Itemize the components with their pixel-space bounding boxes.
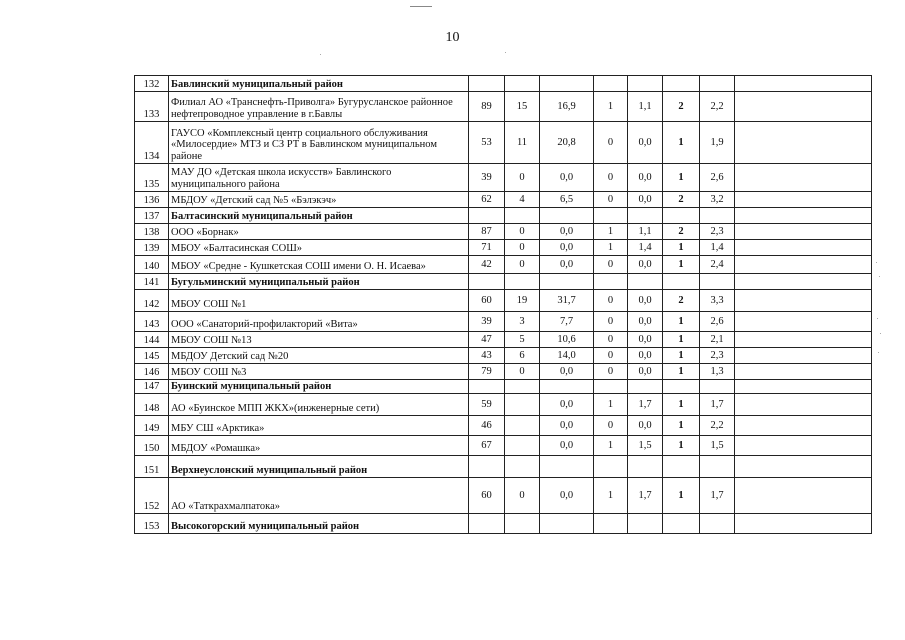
organization-name: АО «Таткрахмалпатока» <box>169 478 469 514</box>
value-cell-1: 71 <box>469 240 505 256</box>
value-cell-5: 1,7 <box>628 478 663 514</box>
value-cell-6 <box>663 380 700 394</box>
value-cell-6: 2 <box>663 224 700 240</box>
table-row <box>135 312 872 332</box>
value-cell-7: 3,3 <box>700 290 735 312</box>
district-row <box>135 514 872 534</box>
row-number: 134 <box>135 122 169 164</box>
value-cell-6: 1 <box>663 348 700 364</box>
value-cell-5: 1,7 <box>628 394 663 416</box>
row-number: 143 <box>135 312 169 332</box>
value-cell-1: 53 <box>469 122 505 164</box>
value-cell-3: 31,7 <box>540 290 594 312</box>
value-cell-5: 0,0 <box>628 312 663 332</box>
value-cell-6: 2 <box>663 92 700 122</box>
organization-name: МБДОУ «Ромашка» <box>169 436 469 456</box>
row-number: 153 <box>135 514 169 534</box>
scan-speck <box>879 276 880 277</box>
value-cell-8 <box>735 164 872 192</box>
value-cell-7: 1,5 <box>700 436 735 456</box>
value-cell-5: 0,0 <box>628 416 663 436</box>
row-number: 138 <box>135 224 169 240</box>
table-row <box>135 364 872 380</box>
value-cell-4 <box>594 76 628 92</box>
value-cell-2: 0 <box>505 364 540 380</box>
value-cell-5: 0,0 <box>628 192 663 208</box>
table-row <box>135 92 872 122</box>
scan-speck <box>320 54 321 55</box>
organization-name: МБОУ СОШ №13 <box>169 332 469 348</box>
value-cell-5 <box>628 380 663 394</box>
organizations-table <box>134 75 872 534</box>
value-cell-3: 0,0 <box>540 164 594 192</box>
value-cell-3: 7,7 <box>540 312 594 332</box>
value-cell-4: 1 <box>594 240 628 256</box>
value-cell-4: 1 <box>594 478 628 514</box>
value-cell-2 <box>505 274 540 290</box>
value-cell-6: 1 <box>663 312 700 332</box>
value-cell-3: 0,0 <box>540 436 594 456</box>
value-cell-8 <box>735 394 872 416</box>
value-cell-6: 1 <box>663 416 700 436</box>
value-cell-7 <box>700 208 735 224</box>
organization-name: ГАУСО «Комплексный центр социального обслуживания «Милосердие» МТЗ и СЗ РТ в Бавлинском муниципальном районе <box>169 122 469 164</box>
value-cell-6 <box>663 274 700 290</box>
district-name: Верхнеуслонский муниципальный район <box>169 456 469 478</box>
row-number: 137 <box>135 208 169 224</box>
table-row <box>135 164 872 192</box>
value-cell-6: 1 <box>663 256 700 274</box>
value-cell-4: 0 <box>594 256 628 274</box>
value-cell-8 <box>735 456 872 478</box>
value-cell-4 <box>594 208 628 224</box>
value-cell-3: 14,0 <box>540 348 594 364</box>
value-cell-8 <box>735 416 872 436</box>
value-cell-3: 0,0 <box>540 416 594 436</box>
value-cell-2 <box>505 76 540 92</box>
organization-name: МАУ ДО «Детская школа искусств» Бавлинского муниципального района <box>169 164 469 192</box>
value-cell-5 <box>628 76 663 92</box>
value-cell-3 <box>540 76 594 92</box>
table-row <box>135 416 872 436</box>
district-row <box>135 380 872 394</box>
value-cell-7: 2,1 <box>700 332 735 348</box>
value-cell-8 <box>735 364 872 380</box>
scan-speck <box>876 262 877 263</box>
row-number: 147 <box>135 380 169 394</box>
value-cell-3: 0,0 <box>540 478 594 514</box>
value-cell-7: 1,7 <box>700 394 735 416</box>
value-cell-4: 1 <box>594 436 628 456</box>
value-cell-2: 0 <box>505 164 540 192</box>
value-cell-1 <box>469 76 505 92</box>
scan-speck <box>880 333 881 334</box>
row-number: 146 <box>135 364 169 380</box>
value-cell-4: 0 <box>594 164 628 192</box>
value-cell-3: 0,0 <box>540 364 594 380</box>
organization-name: МБДОУ «Детский сад №5 «Бэлэкэч» <box>169 192 469 208</box>
value-cell-1: 47 <box>469 332 505 348</box>
value-cell-7: 1,9 <box>700 122 735 164</box>
value-cell-6: 1 <box>663 122 700 164</box>
value-cell-8 <box>735 478 872 514</box>
organization-name: МБОУ «Средне - Кушкетская СОШ имени О. Н. Исаева» <box>169 256 469 274</box>
row-number: 140 <box>135 256 169 274</box>
value-cell-4 <box>594 456 628 478</box>
value-cell-7 <box>700 456 735 478</box>
value-cell-8 <box>735 274 872 290</box>
value-cell-6: 1 <box>663 364 700 380</box>
row-number: 152 <box>135 478 169 514</box>
organization-name: МБОУ СОШ №3 <box>169 364 469 380</box>
district-name: Буинский муниципальный район <box>169 380 469 394</box>
value-cell-1: 60 <box>469 478 505 514</box>
value-cell-7 <box>700 380 735 394</box>
value-cell-4: 1 <box>594 224 628 240</box>
value-cell-1: 79 <box>469 364 505 380</box>
value-cell-3 <box>540 208 594 224</box>
value-cell-7: 2,3 <box>700 348 735 364</box>
value-cell-8 <box>735 208 872 224</box>
value-cell-3: 0,0 <box>540 256 594 274</box>
value-cell-5: 0,0 <box>628 332 663 348</box>
scan-speck <box>877 318 878 319</box>
value-cell-2: 19 <box>505 290 540 312</box>
value-cell-5: 0,0 <box>628 348 663 364</box>
value-cell-8 <box>735 514 872 534</box>
value-cell-8 <box>735 380 872 394</box>
row-number: 148 <box>135 394 169 416</box>
value-cell-5: 0,0 <box>628 122 663 164</box>
value-cell-1: 42 <box>469 256 505 274</box>
organization-name: ООО «Санаторий-профилакторий «Вита» <box>169 312 469 332</box>
page-number: 10 <box>445 30 460 45</box>
value-cell-8 <box>735 76 872 92</box>
value-cell-7: 2,2 <box>700 416 735 436</box>
row-number: 135 <box>135 164 169 192</box>
value-cell-2: 0 <box>505 256 540 274</box>
organization-name: МБДОУ Детский сад №20 <box>169 348 469 364</box>
value-cell-3 <box>540 514 594 534</box>
value-cell-7: 2,2 <box>700 92 735 122</box>
value-cell-8 <box>735 348 872 364</box>
value-cell-3: 20,8 <box>540 122 594 164</box>
value-cell-6: 1 <box>663 332 700 348</box>
table-row <box>135 478 872 514</box>
value-cell-7: 1,3 <box>700 364 735 380</box>
value-cell-5: 1,5 <box>628 436 663 456</box>
row-number: 149 <box>135 416 169 436</box>
district-name: Высокогорский муниципальный район <box>169 514 469 534</box>
value-cell-7: 2,4 <box>700 256 735 274</box>
value-cell-7 <box>700 76 735 92</box>
table-row <box>135 348 872 364</box>
value-cell-4: 1 <box>594 394 628 416</box>
district-row <box>135 274 872 290</box>
value-cell-4 <box>594 274 628 290</box>
value-cell-3 <box>540 380 594 394</box>
value-cell-2 <box>505 436 540 456</box>
table-row <box>135 332 872 348</box>
value-cell-4 <box>594 514 628 534</box>
table-row <box>135 224 872 240</box>
value-cell-5: 1,4 <box>628 240 663 256</box>
value-cell-8 <box>735 256 872 274</box>
value-cell-2 <box>505 514 540 534</box>
value-cell-7: 2,6 <box>700 312 735 332</box>
value-cell-7: 1,7 <box>700 478 735 514</box>
value-cell-2 <box>505 416 540 436</box>
value-cell-1: 59 <box>469 394 505 416</box>
value-cell-1: 39 <box>469 312 505 332</box>
value-cell-4: 0 <box>594 312 628 332</box>
value-cell-6 <box>663 76 700 92</box>
value-cell-3: 10,6 <box>540 332 594 348</box>
row-number: 141 <box>135 274 169 290</box>
value-cell-7: 2,6 <box>700 164 735 192</box>
row-number: 145 <box>135 348 169 364</box>
district-row <box>135 76 872 92</box>
district-row <box>135 208 872 224</box>
row-number: 136 <box>135 192 169 208</box>
value-cell-2: 6 <box>505 348 540 364</box>
value-cell-6 <box>663 514 700 534</box>
value-cell-1 <box>469 208 505 224</box>
value-cell-2: 0 <box>505 240 540 256</box>
value-cell-5: 1,1 <box>628 224 663 240</box>
value-cell-1 <box>469 456 505 478</box>
value-cell-3: 16,9 <box>540 92 594 122</box>
value-cell-5 <box>628 208 663 224</box>
scan-speck <box>878 352 879 353</box>
value-cell-5: 0,0 <box>628 364 663 380</box>
value-cell-8 <box>735 122 872 164</box>
value-cell-2: 5 <box>505 332 540 348</box>
value-cell-1: 39 <box>469 164 505 192</box>
value-cell-2: 4 <box>505 192 540 208</box>
value-cell-3: 0,0 <box>540 240 594 256</box>
value-cell-3: 0,0 <box>540 224 594 240</box>
value-cell-2: 3 <box>505 312 540 332</box>
row-number: 132 <box>135 76 169 92</box>
value-cell-8 <box>735 240 872 256</box>
table-row <box>135 290 872 312</box>
row-number: 142 <box>135 290 169 312</box>
value-cell-4: 0 <box>594 348 628 364</box>
value-cell-5 <box>628 274 663 290</box>
value-cell-1: 87 <box>469 224 505 240</box>
value-cell-8 <box>735 290 872 312</box>
row-number: 151 <box>135 456 169 478</box>
value-cell-2 <box>505 380 540 394</box>
scan-speck <box>505 52 506 53</box>
organization-name: МБОУ «Балтасинская СОШ» <box>169 240 469 256</box>
value-cell-3 <box>540 456 594 478</box>
value-cell-7: 3,2 <box>700 192 735 208</box>
value-cell-5 <box>628 456 663 478</box>
value-cell-6: 1 <box>663 436 700 456</box>
value-cell-1 <box>469 380 505 394</box>
organization-name: Филиал АО «Транснефть-Приволга» Бугурусланское районное нефтепроводное управление в г.Бавлы <box>169 92 469 122</box>
value-cell-2: 11 <box>505 122 540 164</box>
value-cell-8 <box>735 332 872 348</box>
value-cell-4: 0 <box>594 192 628 208</box>
organization-name: ООО «Борнак» <box>169 224 469 240</box>
row-number: 133 <box>135 92 169 122</box>
district-name: Балтасинский муниципальный район <box>169 208 469 224</box>
district-row <box>135 456 872 478</box>
organization-name: МБУ СШ «Арктика» <box>169 416 469 436</box>
value-cell-1 <box>469 514 505 534</box>
value-cell-4: 0 <box>594 364 628 380</box>
value-cell-2 <box>505 456 540 478</box>
value-cell-1: 67 <box>469 436 505 456</box>
district-name: Бавлинский муниципальный район <box>169 76 469 92</box>
value-cell-6: 1 <box>663 164 700 192</box>
value-cell-8 <box>735 224 872 240</box>
value-cell-6 <box>663 456 700 478</box>
value-cell-1 <box>469 274 505 290</box>
organization-name: МБОУ СОШ №1 <box>169 290 469 312</box>
value-cell-5: 0,0 <box>628 256 663 274</box>
table-row <box>135 240 872 256</box>
value-cell-4: 0 <box>594 416 628 436</box>
value-cell-6: 1 <box>663 394 700 416</box>
value-cell-5: 0,0 <box>628 290 663 312</box>
value-cell-6: 2 <box>663 290 700 312</box>
value-cell-1: 62 <box>469 192 505 208</box>
value-cell-2 <box>505 208 540 224</box>
table-row <box>135 436 872 456</box>
value-cell-7 <box>700 514 735 534</box>
value-cell-1: 43 <box>469 348 505 364</box>
value-cell-6: 1 <box>663 478 700 514</box>
value-cell-2: 15 <box>505 92 540 122</box>
value-cell-2: 0 <box>505 478 540 514</box>
value-cell-4: 0 <box>594 122 628 164</box>
table-row <box>135 122 872 164</box>
row-number: 150 <box>135 436 169 456</box>
header-rule <box>410 6 432 7</box>
value-cell-4: 0 <box>594 332 628 348</box>
value-cell-4: 0 <box>594 290 628 312</box>
value-cell-8 <box>735 92 872 122</box>
value-cell-8 <box>735 436 872 456</box>
table-row <box>135 192 872 208</box>
value-cell-1: 89 <box>469 92 505 122</box>
table-row <box>135 256 872 274</box>
value-cell-8 <box>735 192 872 208</box>
value-cell-7 <box>700 274 735 290</box>
value-cell-2 <box>505 394 540 416</box>
value-cell-4 <box>594 380 628 394</box>
value-cell-5: 1,1 <box>628 92 663 122</box>
value-cell-4: 1 <box>594 92 628 122</box>
value-cell-1: 60 <box>469 290 505 312</box>
row-number: 139 <box>135 240 169 256</box>
value-cell-6: 2 <box>663 192 700 208</box>
table-row <box>135 394 872 416</box>
value-cell-3 <box>540 274 594 290</box>
value-cell-6 <box>663 208 700 224</box>
value-cell-5: 0,0 <box>628 164 663 192</box>
value-cell-8 <box>735 312 872 332</box>
value-cell-5 <box>628 514 663 534</box>
row-number: 144 <box>135 332 169 348</box>
district-name: Бугульминский муниципальный район <box>169 274 469 290</box>
organization-name: АО «Буинское МПП ЖКХ»(инженерные сети) <box>169 394 469 416</box>
value-cell-7: 1,4 <box>700 240 735 256</box>
value-cell-7: 2,3 <box>700 224 735 240</box>
value-cell-3: 6,5 <box>540 192 594 208</box>
value-cell-1: 46 <box>469 416 505 436</box>
value-cell-3: 0,0 <box>540 394 594 416</box>
value-cell-2: 0 <box>505 224 540 240</box>
value-cell-6: 1 <box>663 240 700 256</box>
